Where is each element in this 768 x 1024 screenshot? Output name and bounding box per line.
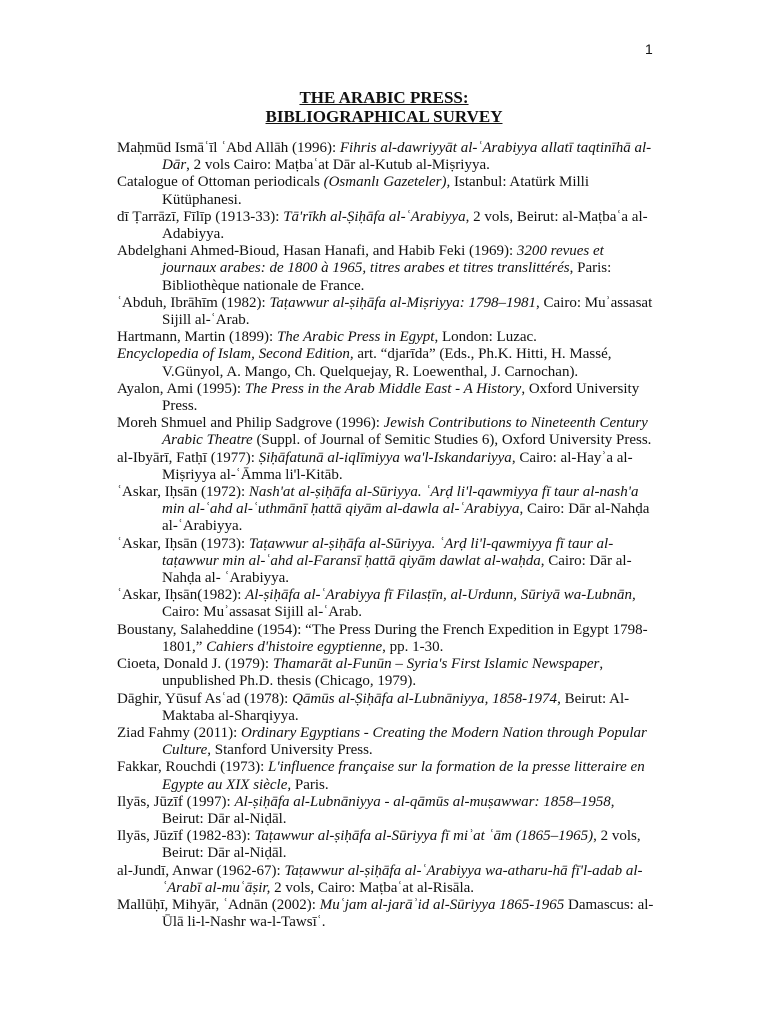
page-title bbox=[0, 88, 768, 126]
entry-publication: , 2 vols, Beirut: Dār al-Niḍāl. bbox=[162, 828, 641, 862]
entry-publication: , Beirut: Dār al-Niḍāl. bbox=[162, 793, 615, 827]
entry-title: Ṣiḥāfatunā al-iqlīmiyya wa'l-Iskandariyya bbox=[258, 449, 512, 466]
entry-author: Abdelghani Ahmed-Bioud, Hasan Hanafi, and Habib Feki (1969): bbox=[117, 243, 517, 260]
entry-author: Fakkar, Rouchdi (1973): bbox=[117, 759, 269, 776]
entry-publication: , 2 vols Cairo: Maṭbaʿat Dār al-Kutub al-Miṣriyya. bbox=[186, 157, 490, 174]
entry-author: Boustany, Salaheddine (1954): “The Press During the French Expedition in Egypt 1798-1801,” bbox=[117, 621, 648, 655]
entry-publication: 2 vols, Cairo: Maṭbaʿat al-Risāla. bbox=[270, 879, 475, 896]
entry-author: al-Ibyārī, Fatḥī (1977): bbox=[117, 449, 259, 466]
entry-publication: , 2 vols, Beirut: al-Maṭbaʿa al-Adabiyya. bbox=[162, 208, 648, 243]
page-title-line-2: BIBLIOGRAPHICAL SURVEY bbox=[265, 107, 503, 126]
entry-author: Ziad Fahmy (2011): bbox=[117, 724, 242, 741]
entry-title: 3200 revues et journaux arabes: de 1800 à 1965, titres arabes et titres translittérés bbox=[162, 243, 604, 277]
bibliography-entry bbox=[117, 295, 655, 329]
entry-author: ʿAskar, Iḥsān (1972): bbox=[117, 484, 249, 501]
bibliography-entry bbox=[117, 828, 655, 862]
entry-title: Taṭawwur al-ṣiḥāfa al-Sūriyya. ʿArḍ li'l-qawmiyya fī taur al-taṭawwur min al-ʿahd al-Faransī ḥattā qiyām dawlat al-waḥda bbox=[162, 535, 614, 569]
entry-title: Al-ṣiḥāfa al-Lubnāniyya - al-qāmūs al-muṣawwar: 1858–1958 bbox=[234, 793, 611, 810]
entry-publication: art. “djarīda” (Eds., Ph.K. Hitti, H. Massé, V.Günyol, A. Mango, Ch. Quelquejay, R. Loewenthal, J. Carnochan). bbox=[162, 346, 612, 380]
entry-author: Dāghir, Yūsuf Asʿad (1978): bbox=[117, 690, 293, 707]
bibliography-entry bbox=[117, 140, 655, 174]
bibliography-entry bbox=[117, 691, 655, 725]
bibliography-entry bbox=[117, 897, 655, 931]
entry-author: Mallūḥī, Mihyār, ʿAdnān (2002): bbox=[117, 896, 320, 913]
entry-author: Cioeta, Donald J. (1979): bbox=[117, 656, 273, 673]
entry-title: Qāmūs al-Ṣiḥāfa al-Lubnāniyya, 1858-1974 bbox=[292, 690, 558, 707]
bibliography-entry bbox=[117, 656, 655, 690]
entry-publication: , Stanford University Press. bbox=[207, 742, 373, 759]
entry-title: Nash'at al-ṣiḥāfa al-Sūriyya. ʿArḍ li'l-qawmiyya fī taur al-nash'a min al-ʿahd al-ʿuthmānī ḥattā qiyām al-dawla al-ʿArabiyya bbox=[162, 484, 639, 518]
entry-title: The Press in the Arab Middle East - A History bbox=[244, 380, 522, 397]
bibliography-entry bbox=[117, 759, 655, 793]
page-number: 1 bbox=[645, 41, 653, 57]
entry-author: ʿAskar, Iḥsān(1982): bbox=[117, 587, 246, 604]
entry-title: L'influence française sur la formation de la presse litteraire en Egypte au XIX siècle, bbox=[162, 759, 645, 793]
bibliography-entry bbox=[117, 346, 655, 380]
entry-title: Muʿjam al-jarāʾid al-Sūriyya 1865-1965 bbox=[319, 896, 565, 913]
entry-publication: , Cairo: Muʾassasat Sijill al-ʿArab. bbox=[162, 294, 653, 329]
bibliography-entry bbox=[117, 622, 655, 656]
entry-publication: , London: Luzac. bbox=[434, 329, 537, 346]
entry-publication: , unpublished Ph.D. thesis (Chicago, 1979). bbox=[162, 656, 604, 690]
entry-title: The Arabic Press in Egypt bbox=[276, 329, 435, 346]
bibliography-entry bbox=[117, 484, 655, 536]
bibliography-entry bbox=[117, 863, 655, 897]
bibliography-entry bbox=[117, 725, 655, 759]
entry-publication: Damascus: al-Ūlā li-l-Nashr wa-l-Tawsīʿ. bbox=[162, 896, 654, 931]
entry-title: Al-ṣiḥāfa al-ʿArabiyya fī Filasṭīn, al-Urdunn, Sūriyā wa-Lubnān, bbox=[245, 587, 636, 604]
bibliography-entry bbox=[117, 329, 655, 346]
entry-title: (Osmanlı Gazeteler), bbox=[323, 174, 451, 191]
entry-author: Catalogue of Ottoman periodicals bbox=[117, 174, 324, 191]
entry-title: Fihris al-dawriyyāt al-ʿArabiyya allatī taqtinīhā al-Dār bbox=[162, 140, 652, 174]
entry-publication: (Suppl. of Journal of Semitic Studies 6), Oxford University Press. bbox=[252, 432, 652, 449]
entry-author: Ilyās, Jūzīf (1997): bbox=[117, 793, 235, 810]
entry-publication: Istanbul: Atatürk Milli Kütüphanesi. bbox=[162, 174, 590, 208]
entry-author: ʿAskar, Iḥsān (1973): bbox=[117, 535, 249, 552]
bibliography-entry bbox=[117, 450, 655, 484]
entry-publication: , Paris: Bibliothèque nationale de France. bbox=[162, 260, 612, 294]
bibliography-entry bbox=[117, 536, 655, 588]
entry-title: Taṭawwur al-ṣiḥāfa al-ʿArabiyya wa-atharu-hā fī'l-adab al-ʿArabī al-muʿāṣir, bbox=[162, 862, 643, 896]
entry-title: Tā'rīkh al-Ṣiḥāfa al-ʿArabiyya bbox=[283, 208, 466, 225]
bibliography-entry bbox=[117, 415, 655, 449]
entry-publication: , Cairo: Dār al-Nahḍa al-ʿArabiyya. bbox=[162, 501, 650, 535]
page-title-line-1: THE ARABIC PRESS: bbox=[299, 88, 469, 107]
entry-title: Thamarāt al-Funūn – Syria's First Islamic Newspaper bbox=[272, 656, 600, 673]
entry-publication: , Beirut: Al-Maktaba al-Sharqiyya. bbox=[162, 690, 630, 724]
bibliography-entry bbox=[117, 381, 655, 415]
bibliography-entry bbox=[117, 243, 655, 295]
entry-author: Hartmann, Martin (1899): bbox=[117, 329, 277, 346]
entry-author: Ayalon, Ami (1995): bbox=[117, 380, 245, 397]
entry-author: Moreh Shmuel and Philip Sadgrove (1996): bbox=[117, 415, 384, 432]
entry-title: Taṭawwur al-ṣiḥāfa al-Miṣriyya: 1798–1981 bbox=[269, 294, 537, 311]
entry-author: al-Jundī, Anwar (1962-67): bbox=[117, 862, 285, 879]
entry-title: Encyclopedia of Islam, Second Edition, bbox=[117, 346, 354, 363]
entry-title: Cahiers d'histoire egyptienne bbox=[206, 638, 383, 655]
entry-author: ʿAbduh, Ibrāhīm (1982): bbox=[117, 294, 270, 311]
entry-author: Ilyās, Jūzīf (1982-83): bbox=[117, 828, 255, 845]
entry-publication: Cairo: Muʾassasat Sijill al-ʿArab. bbox=[162, 604, 362, 621]
entry-author: dī Ṭarrāzī, Fīlīp (1913-33): bbox=[117, 208, 284, 225]
entry-publication: , Cairo: Dār al-Nahḍa al- ʿArabiyya. bbox=[162, 552, 632, 587]
bibliography-list bbox=[117, 140, 655, 931]
bibliography-entry bbox=[117, 174, 655, 208]
bibliography-entry bbox=[117, 587, 655, 621]
entry-publication: Paris. bbox=[291, 776, 329, 793]
entry-title: Ordinary Egyptians - Creating the Modern Nation through Popular Culture bbox=[162, 724, 647, 759]
entry-publication: , Oxford University Press. bbox=[162, 380, 640, 415]
entry-publication: , pp. 1-30. bbox=[382, 638, 444, 655]
entry-publication: , Cairo: al-Hayʾa al-Miṣriyya al-ʿĀmma li'l-Kitāb. bbox=[162, 449, 633, 483]
entry-title: Jewish Contributions to Nineteenth Century Arabic Theatre bbox=[162, 415, 648, 449]
bibliography-entry bbox=[117, 794, 655, 828]
entry-author: Maḥmūd Ismāʿīl ʿAbd Allāh (1996): bbox=[117, 140, 340, 156]
entry-title: Taṭawwur al-ṣiḥāfa al-Sūriyya fī miʾat ʿām (1865–1965) bbox=[254, 828, 594, 845]
bibliography-entry bbox=[117, 209, 655, 243]
